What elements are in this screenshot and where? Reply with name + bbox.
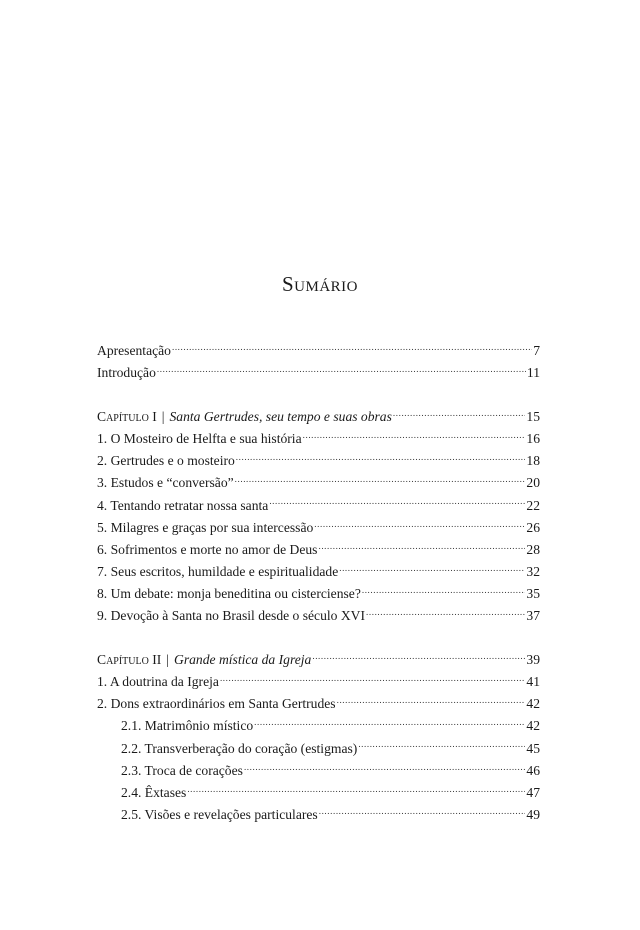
dot-leader <box>220 676 525 686</box>
dot-leader <box>337 698 526 708</box>
toc-entry-page: 7 <box>533 343 540 358</box>
toc-chapter-2[interactable] <box>97 649 540 671</box>
toc-entry-label: 2.2. Transverberação do coração (estigmas) <box>121 740 358 756</box>
toc-entry-page: 37 <box>526 608 540 624</box>
toc-entry[interactable] <box>97 561 540 583</box>
toc-entry-page: 20 <box>526 475 540 491</box>
toc-entry[interactable] <box>97 495 540 517</box>
chapter-title: Grande mística da Igreja <box>174 652 312 668</box>
toc-entry-page: 16 <box>526 431 540 447</box>
dot-leader <box>187 787 525 797</box>
dot-leader <box>303 433 526 443</box>
spacer <box>97 384 540 406</box>
toc-entry-page: 47 <box>526 784 540 800</box>
dot-leader <box>362 588 526 598</box>
dot-leader <box>172 345 532 355</box>
dot-leader <box>236 455 526 465</box>
toc-entry-introducao[interactable] <box>97 362 540 384</box>
toc-entry-label: 5. Milagres e graças por sua intercessão <box>97 519 314 535</box>
toc-chapter-1[interactable] <box>97 406 540 428</box>
chapter-separator: | <box>161 409 165 425</box>
toc-entry[interactable] <box>97 671 540 693</box>
toc-entry-apresentacao[interactable] <box>97 340 540 362</box>
dot-leader <box>366 610 525 620</box>
toc-entry-page: 28 <box>526 541 540 557</box>
toc-entry-page: 39 <box>526 652 540 668</box>
toc-entry-page: 11 <box>526 365 540 381</box>
toc-entry-label: 7. Seus escritos, humildade e espiritualidade <box>97 563 339 579</box>
toc-entry-label: 1. O Mosteiro de Helfta e sua história <box>97 431 302 447</box>
toc-entry-label: 2.1. Matrimônio místico <box>121 718 254 734</box>
chapter-separator: | <box>166 652 170 668</box>
toc-subentry[interactable] <box>97 782 540 804</box>
dot-leader <box>319 809 526 819</box>
toc-entry[interactable] <box>97 583 540 605</box>
toc-entry[interactable] <box>97 450 540 472</box>
dot-leader <box>339 566 525 576</box>
toc-entry-label: 6. Sofrimentos e morte no amor de Deus <box>97 541 318 557</box>
chapter-title: Santa Gertrudes, seu tempo e suas obras <box>169 409 392 425</box>
toc-entry-label: 2.3. Troca de corações <box>121 762 243 778</box>
dot-leader <box>269 500 525 510</box>
dot-leader <box>393 411 526 421</box>
toc-entry-label: Apresentação <box>97 343 171 358</box>
chapter-number: Capítulo II <box>97 652 162 668</box>
toc-entry[interactable] <box>97 517 540 539</box>
page-title: Sumário <box>281 272 358 296</box>
toc-entry-page: 41 <box>526 674 540 690</box>
toc-entry-page: 35 <box>526 585 540 601</box>
toc-subentry[interactable] <box>97 804 540 826</box>
toc-entry-label: 1. A doutrina da Igreja <box>97 674 219 690</box>
toc-subentry[interactable] <box>97 738 540 760</box>
toc-entry-label: 2.5. Visões e revelações particulares <box>121 806 318 822</box>
spacer <box>97 627 540 649</box>
dot-leader <box>312 654 525 664</box>
toc-entry-label: 3. Estudos e “conversão” <box>97 475 234 491</box>
toc-entry-label: Introdução <box>97 365 156 381</box>
toc-entry-page: 15 <box>526 409 540 425</box>
dot-leader <box>157 367 526 377</box>
dot-leader <box>244 765 525 775</box>
toc-subentry[interactable] <box>97 715 540 737</box>
toc-entry[interactable] <box>97 605 540 627</box>
toc-entry-page: 18 <box>526 453 540 469</box>
toc-entry-page: 32 <box>526 563 540 579</box>
dot-leader <box>254 720 525 730</box>
chapter-number: Capítulo I <box>97 409 157 425</box>
toc-entry-page: 26 <box>526 519 540 535</box>
toc-entry-label: 4. Tentando retratar nossa santa <box>97 497 269 513</box>
dot-leader <box>358 743 525 753</box>
dot-leader <box>318 544 525 554</box>
toc-entry[interactable] <box>97 428 540 450</box>
toc-entry-page: 45 <box>526 740 540 756</box>
toc-subentry[interactable] <box>97 760 540 782</box>
dot-leader <box>235 477 526 487</box>
toc-entry-label: 2. Dons extraordinários em Santa Gertrudes <box>97 696 336 712</box>
toc-entry[interactable] <box>97 472 540 494</box>
table-of-contents <box>97 340 540 826</box>
dot-leader <box>314 522 525 532</box>
toc-entry-label: 2.4. Êxtases <box>121 784 187 800</box>
toc-entry-page: 22 <box>526 497 540 513</box>
toc-entry-page: 42 <box>526 696 540 712</box>
toc-entry[interactable] <box>97 693 540 715</box>
toc-entry-page: 46 <box>526 762 540 778</box>
toc-entry-page: 49 <box>526 806 540 822</box>
toc-entry-label: 8. Um debate: monja beneditina ou cisterciense? <box>97 585 361 601</box>
toc-entry-label: 9. Devoção à Santa no Brasil desde o século XVI <box>97 608 366 624</box>
toc-entry[interactable] <box>97 539 540 561</box>
toc-entry-page: 42 <box>526 718 540 734</box>
toc-entry-label: 2. Gertrudes e o mosteiro <box>97 453 235 469</box>
